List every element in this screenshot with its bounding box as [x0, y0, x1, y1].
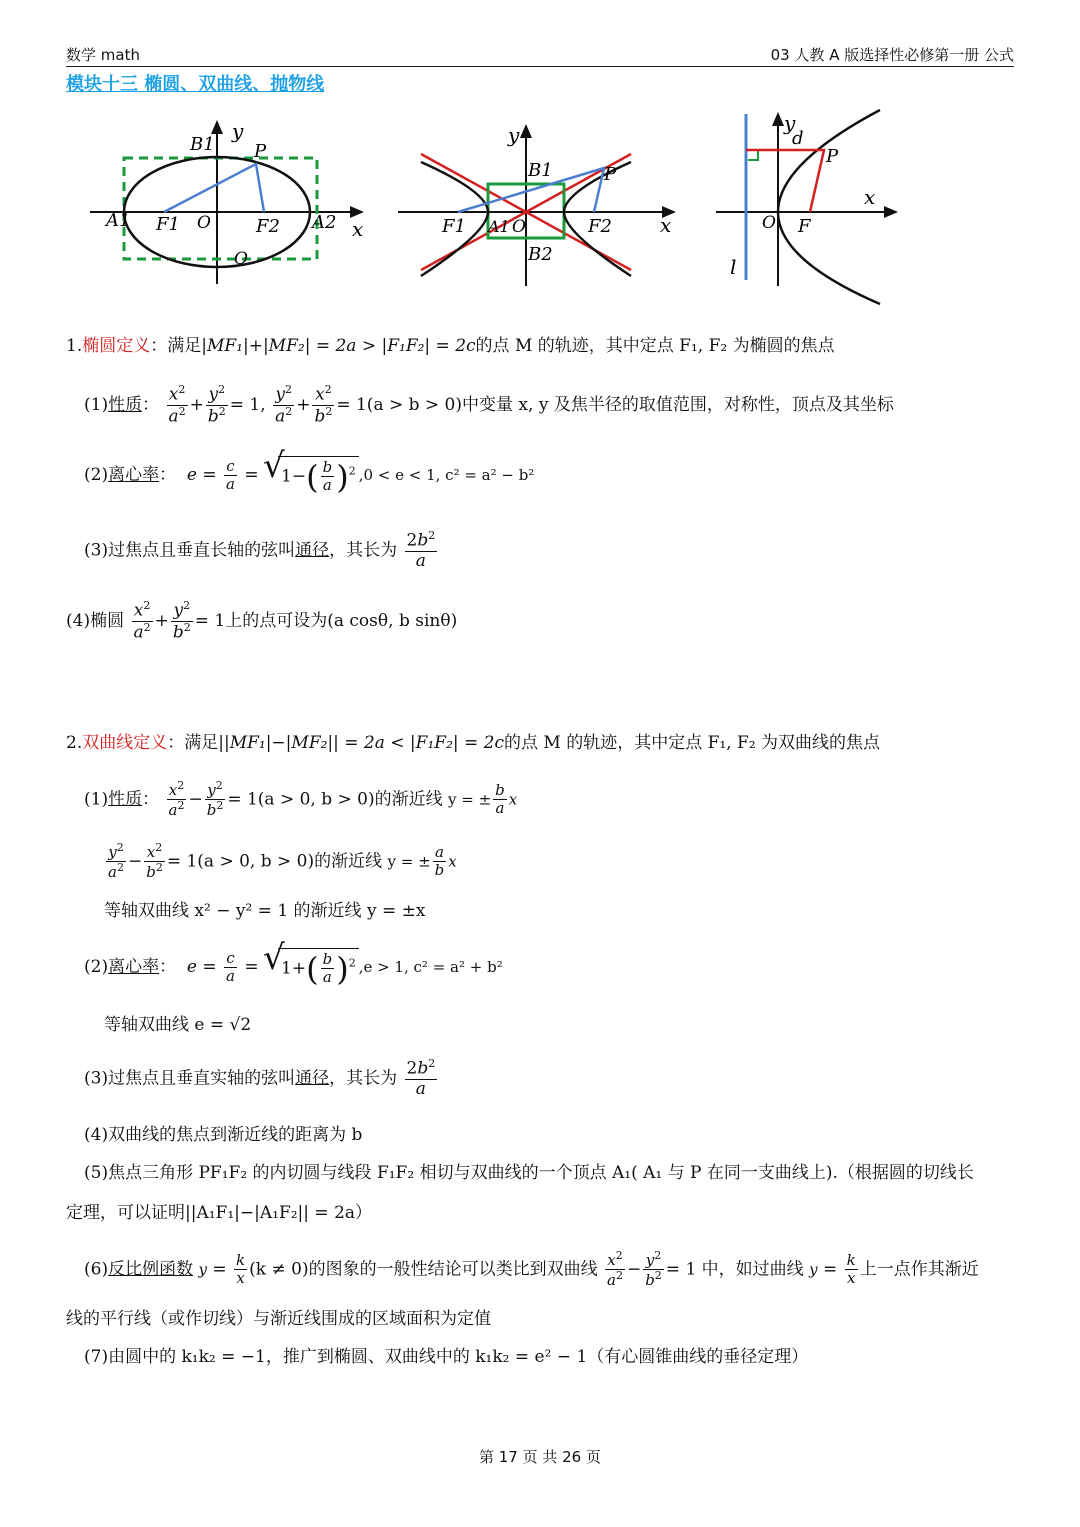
svg-text:O: O [197, 213, 211, 233]
svg-text:x: x [660, 213, 672, 237]
svg-text:d: d [792, 128, 804, 149]
svg-text:y: y [784, 111, 796, 135]
s2-property-a: (1)性质： $\frac{x^2}{a^2}$ − $\frac{y^2}{b^2}$ = 1(a > 0, b > 0)的渐近线 y = ± $\frac{b}{a}$ x [84, 779, 518, 820]
svg-text:y: y [232, 119, 244, 143]
s1-parametric: (4)椭圆 $\frac{x^2}{a^2}$ + $\frac{y^2}{b^2}$ = 1上的点可设为(a cosθ, b sinθ) [66, 599, 458, 643]
svg-text:x: x [864, 185, 876, 209]
svg-text:F2: F2 [588, 216, 612, 237]
s2-incircle-b: 定理，可以证明||A₁F₁|−|A₁F₂|| = 2a） [66, 1203, 373, 1223]
svg-text:O: O [762, 213, 776, 233]
svg-text:B1: B1 [190, 134, 215, 155]
header-right: 03 人教 A 版选择性必修第一册 公式 [770, 46, 1014, 64]
s2-equilateral-asymptote: 等轴双曲线 x² − y² = 1 的渐近线 y = ±x [104, 901, 426, 921]
svg-text:F1: F1 [156, 214, 180, 235]
s1-eccentricity: (2)离心率： e = $\frac{c}{a}$ = √ 1−( $\frac{b}{a}$ )$^2$ ,0 < e < 1, c² = a² − b² [84, 456, 534, 495]
svg-text:A1: A1 [488, 217, 510, 236]
s2-property-b: $\frac{y^2}{a^2}$ − $\frac{x^2}{b^2}$ = 1(a > 0, b > 0)的渐近线 y = ± $\frac{a}{b}$ x [108, 841, 457, 882]
s2-incircle-a: (5)焦点三角形 PF₁F₂ 的内切圆与线段 F₁F₂ 相切与双曲线的一个顶点 A₁( A₁ 与 P 在同一支曲线上).（根据圆的切线长 [84, 1163, 974, 1183]
s2-equilateral-eccentricity: 等轴双曲线 e = √2 [104, 1015, 252, 1035]
page-footer: 第 17 页 共 26 页 [478, 1448, 601, 1466]
svg-text:F2: F2 [256, 216, 280, 237]
svg-text:O: O [234, 249, 248, 269]
svg-text:l: l [730, 255, 737, 279]
ellipse-figure [84, 112, 384, 292]
svg-text:P: P [254, 141, 267, 162]
svg-text:P: P [826, 146, 839, 167]
s2-latus-rectum: (3)过焦点且垂直实轴的弦叫通径，其长为 $\frac{2b^2}{a}$ [84, 1057, 436, 1100]
header-left: 数学 math [66, 46, 140, 64]
s2-focus-distance: (4)双曲线的焦点到渐近线的距离为 b [84, 1125, 363, 1145]
svg-text:A2: A2 [312, 212, 337, 233]
s1-latus-rectum: (3)过焦点且垂直长轴的弦叫通径，其长为 $\frac{2b^2}{a}$ [84, 529, 436, 572]
parabola-figure [712, 106, 912, 310]
hyperbola-figure [396, 120, 686, 290]
svg-text:B2: B2 [528, 244, 553, 265]
label-A1: A1 [106, 210, 131, 231]
s2-slope-product: (7)由圆中的 k₁k₂ = −1，推广到椭圆、双曲线中的 k₁k₂ = e² − 1（有心圆锥曲线的垂径定理） [84, 1347, 809, 1367]
s2-inverse-function-b: 线的平行线（或作切线）与渐近线围成的区域面积为定值 [66, 1309, 491, 1329]
header-divider [66, 66, 1014, 67]
s2-eccentricity: (2)离心率： e = $\frac{c}{a}$ = √ 1+( $\frac{b}{a}$ )$^2$ ,e > 1, c² = a² + b² [84, 948, 503, 987]
svg-text:F1: F1 [442, 216, 466, 237]
s1-property: (1)性质： $\frac{x^2}{a^2}$ + $\frac{y^2}{b^2}$ = 1, $\frac{y^2}{a^2}$ + $\frac{x^2}{b^2}$ = 1(a > b > 0)中变量 x, y 及焦半径的取值范围，对称性，顶点及其坐标 [84, 383, 894, 427]
s2-inverse-function: (6)反比例函数 y = $\frac{k}{x}$ (k ≠ 0)的图象的一般性结论可以类比到双曲线 $\frac{x^2}{a^2}$ − $\frac{y^2}{b^2}$ = 1 中，如过曲线 y = $\frac{k}{x}$ 上一点作其渐近 [84, 1249, 979, 1290]
svg-text:x: x [352, 217, 364, 241]
svg-text:P: P [604, 164, 617, 185]
svg-text:F: F [798, 216, 811, 237]
s2-definition: 2.双曲线定义：满足||MF₁|−|MF₂|| = 2a < |F₁F₂| = 2c的点 M 的轨迹，其中定点 F₁, F₂ 为双曲线的焦点 [66, 733, 881, 753]
svg-text:O: O [512, 217, 526, 237]
module-title: 模块十三 椭圆、双曲线、抛物线 [66, 74, 325, 95]
svg-text:y: y [508, 123, 520, 147]
svg-text:B1: B1 [528, 160, 553, 181]
s1-definition: 1.椭圆定义：满足|MF₁|+|MF₂| = 2a > |F₁F₂| = 2c的点 M 的轨迹，其中定点 F₁, F₂ 为椭圆的焦点 [66, 336, 835, 356]
